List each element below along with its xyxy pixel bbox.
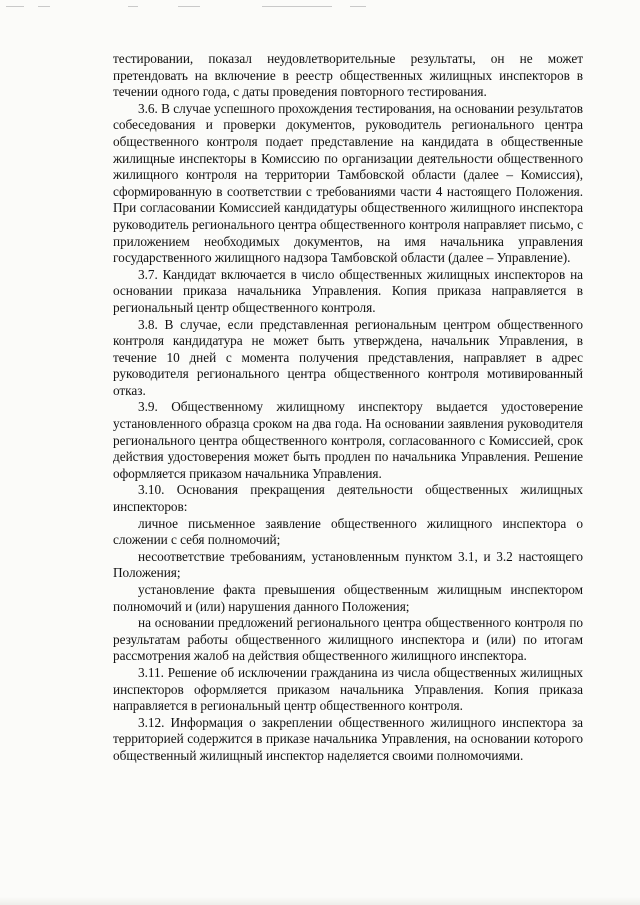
paragraph-3-8: 3.8. В случае, если представленная региональным центром общественного контроля кандидатура не может быть утверждена, начальник Управления, в течение 10 дней с момента получения представления, направляет в адрес руководителя регионального центра общественного контроля мотивированный отказ. — [113, 316, 583, 398]
scan-artifact-top — [0, 0, 640, 14]
list-item-noncompliance: несоответствие требованиям, установленным пунктом 3.1, и 3.2 настоящего Положения; — [113, 548, 583, 581]
list-item-violation: установление факта превышения общественным жилищным инспектором полномочий и (или) нарушения данного Положения; — [113, 582, 583, 614]
list-item-proposal: на основании предложений регионального центра общественного контроля по результатам работы общественного жилищного инспектора и (или) по итогам рассмотрения жалоб на действия общественного жилищного инспектора. — [113, 615, 583, 664]
document-body — [113, 51, 583, 765]
paragraph-3-12: 3.12. Информация о закреплении общественного жилищного инспектора за территорией содержится в приказе начальника Управления, на основании которого общественный жилищный инспектор наделяется своими полномочиями. — [113, 714, 583, 763]
paragraph-3-9: 3.9. Общественному жилищному инспектору выдается удостоверение установленного образца сроком на два года. На основании заявления руководителя регионального центра общественного контроля, согласованного с Комиссией, срок действия удостоверения может быть продлен по начальника Управления. Решение оформляется приказом начальника Управления. — [113, 399, 583, 481]
scan-artifact-bottom — [0, 897, 640, 905]
paragraph-3-11: 3.11. Решение об исключении гражданина из числа общественных жилищных инспекторов оформляется приказом начальника Управления. Копия приказа направляется в региональный центр общественного контроля. — [113, 664, 583, 714]
list-item-resignation: личное письменное заявление общественного жилищного инспектора о сложении с себя полномочий; — [113, 515, 583, 548]
paragraph-3-6: 3.6. В случае успешного прохождения тестирования, на основании результатов собеседования и проверки документов, руководитель регионального центра общественного контроля подает представление на кандидата в общественные жилищные инспекторы в Комиссию по организации деятельности общественного жилищного контроля на территории Тамбовской области (далее – Комиссия), сформированную в соответствии с требованиями части 4 настоящего Положения. При согласовании Комиссией кандидатуры общественного жилищного инспектора руководитель регионального центра общественного контроля направляет письмо, с приложением необходимых документов, на имя начальника управления государственного жилищного надзора Тамбовской области (далее – Управление). — [113, 100, 583, 266]
paragraph-continuation: тестировании, показал неудовлетворительные результаты, он не может претендовать на включение в реестр общественных жилищных инспекторов в течении одного года, с даты проведения повторного тестирования. — [113, 51, 583, 100]
paragraph-3-10: 3.10. Основания прекращения деятельности общественных жилищных инспекторов: — [113, 482, 583, 515]
paragraph-3-7: 3.7. Кандидат включается в число общественных жилищных инспекторов на основании приказа начальника Управления. Копия приказа направляется в региональный центр общественного контроля. — [113, 266, 583, 315]
